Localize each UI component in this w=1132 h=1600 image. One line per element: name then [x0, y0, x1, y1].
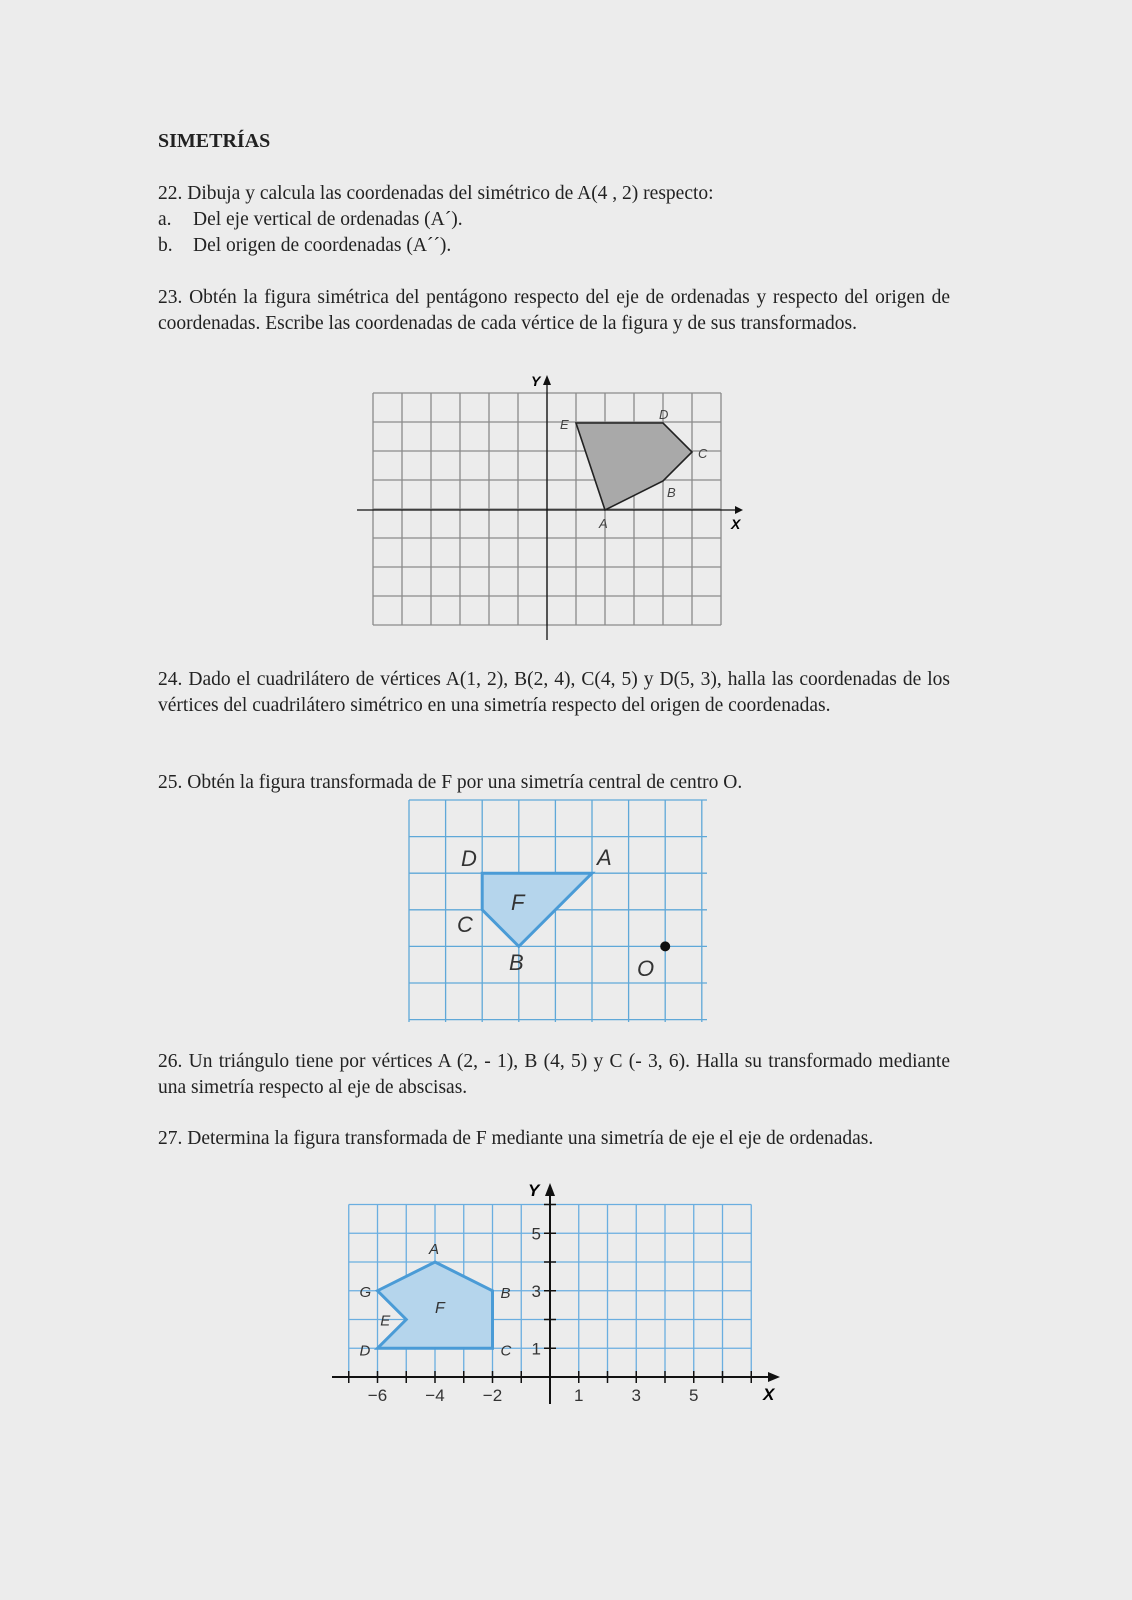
center-point-O — [660, 941, 670, 951]
page-title: SIMETRÍAS — [158, 130, 271, 152]
vertex-label-B: B — [500, 1284, 511, 1302]
vertex-label-C: C — [500, 1342, 512, 1360]
y-axis-arrow — [543, 375, 551, 385]
exercise-27-text: 27. Determina la figura transformada de F mediante una simetría de eje el eje de ordenadas. — [158, 1128, 874, 1149]
item-text: Del origen de coordenadas (A´´). — [193, 235, 452, 256]
x-axis-label: X — [731, 516, 741, 532]
figure-label-F: F — [511, 890, 525, 915]
y-tick-label: 1 — [531, 1339, 541, 1359]
x-tick-label: −4 — [425, 1386, 445, 1405]
item-marker: a. — [158, 209, 172, 230]
vertex-label-A: A — [599, 516, 608, 531]
vertex-label-D: D — [359, 1342, 371, 1360]
y-axis-label: Y — [531, 373, 541, 389]
y-tick-label: 5 — [531, 1224, 541, 1244]
exercise-22-text: 22. Dibuja y calcula las coordenadas del simétrico de A(4 , 2) respecto: — [158, 183, 714, 204]
x-tick-label: −6 — [367, 1386, 388, 1405]
vertex-label-B: B — [667, 485, 676, 500]
vertex-label-A: A — [597, 845, 612, 870]
vertex-label-A: A — [429, 1241, 440, 1258]
x-axis-arrow — [768, 1372, 780, 1382]
item-text: Del eje vertical de ordenadas (A´). — [193, 209, 463, 230]
y-axis-arrow — [545, 1183, 555, 1196]
figure-F-axial-symmetry — [332, 1181, 780, 1405]
vertex-label-C: C — [457, 912, 473, 937]
x-tick-label: 3 — [631, 1386, 641, 1405]
x-tick-label: 5 — [689, 1386, 699, 1405]
x-tick-label: −2 — [482, 1386, 503, 1405]
exercise-23-text: 23. Obtén la figura simétrica del pentágono respecto del eje de ordenadas y respecto del origen de coordenadas. Escribe las coordenadas de cada vértice de la figura y de sus transformados. — [158, 287, 950, 334]
x-axis-arrow — [735, 506, 743, 514]
x-tick-label: 1 — [574, 1386, 584, 1405]
vertex-label-G: G — [359, 1283, 372, 1301]
vertex-label-D: D — [659, 407, 669, 422]
vertex-label-C: C — [698, 446, 708, 461]
pentagon-figure — [357, 373, 743, 640]
center-label-O: O — [637, 956, 655, 981]
exercise-25-text: 25. Obtén la figura transformada de F por una simetría central de centro O. — [158, 772, 743, 793]
vertex-label-E: E — [380, 1312, 391, 1330]
figure-label-F: F — [435, 1300, 445, 1317]
vertex-label-E: E — [560, 417, 569, 432]
vertex-label-B: B — [509, 950, 524, 975]
y-tick-label: 3 — [531, 1281, 541, 1301]
exercise-26-text: 26. Un triángulo tiene por vértices A (2, - 1), B (4, 5) y C (- 3, 6). Halla su transformado mediante una simetría respecto al eje de abscisas. — [158, 1051, 950, 1098]
item-marker: b. — [158, 235, 173, 256]
y-axis-label: Y — [528, 1181, 540, 1200]
figure-F-central-symmetry — [409, 800, 707, 1022]
vertex-label-D: D — [461, 846, 477, 871]
exercise-24-text: 24. Dado el cuadrilátero de vértices A(1, 2), B(2, 4), C(4, 5) y D(5, 3), halla las coordenadas de los vértices del cuadrilátero simétrico en una simetría respecto del origen de coordenadas. — [158, 669, 950, 716]
x-axis-label: X — [763, 1385, 775, 1404]
